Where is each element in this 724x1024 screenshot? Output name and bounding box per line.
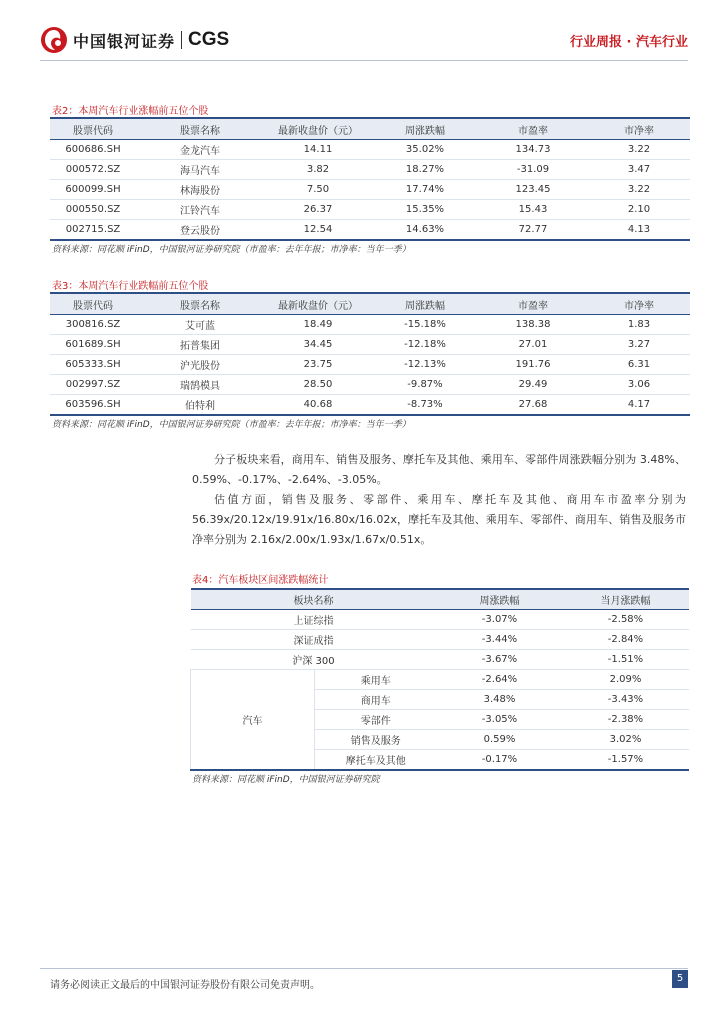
table-cell: 金龙汽车 [136, 140, 264, 160]
page-header [0, 0, 724, 70]
table-cell: 34.45 [264, 335, 372, 355]
table-cell: 林海股份 [136, 180, 264, 200]
sector-performance-paragraph: 分子板块来看，商用车、销售及服务、摩托车及其他、乘用车、零部件周涨跌幅分别为 3.48%、0.59%、-0.17%、-2.64%、-3.05%。 [192, 453, 686, 486]
column-header: 股票名称 [136, 118, 264, 140]
weekly-change: -0.17% [437, 750, 563, 771]
table-row [50, 335, 690, 355]
table-row [50, 375, 690, 395]
table-cell: 海马汽车 [136, 160, 264, 180]
table-cell: 15.35% [372, 200, 478, 220]
index-row [191, 610, 689, 630]
column-header: 最新收盘价（元） [264, 293, 372, 315]
table-cell: -12.13% [372, 355, 478, 375]
logo-chinese-name: 中国银河证券 [73, 31, 176, 51]
table-row [50, 355, 690, 375]
table-cell: 28.50 [264, 375, 372, 395]
footer-divider [40, 968, 688, 969]
weekly-change: -3.07% [437, 610, 563, 630]
table-cell: 27.68 [478, 395, 588, 416]
footer-disclaimer: 请务必阅读正文最后的中国银河证券股份有限公司免责声明。 [50, 980, 320, 991]
table-cell: 江铃汽车 [136, 200, 264, 220]
table-cell: 72.77 [478, 220, 588, 241]
table2-header-row [50, 118, 690, 140]
logo-divider [181, 31, 182, 49]
monthly-change: 2.09% [563, 670, 689, 690]
index-name: 上证综指 [191, 610, 437, 630]
table-cell: 2.10 [588, 200, 690, 220]
table-cell: 3.06 [588, 375, 690, 395]
table2-source: 资料来源：同花顺 iFinD，中国银河证券研究院（市盈率：去年年报；市净率：当年一季） [52, 245, 411, 255]
table-cell: 191.76 [478, 355, 588, 375]
page-number: 5 [672, 970, 688, 988]
column-header: 股票代码 [50, 293, 136, 315]
table-cell: 15.43 [478, 200, 588, 220]
monthly-change: 3.02% [563, 730, 689, 750]
table-cell: 18.49 [264, 315, 372, 335]
monthly-change: -2.38% [563, 710, 689, 730]
table-cell: 3.47 [588, 160, 690, 180]
table-cell: 002715.SZ [50, 220, 136, 241]
table-cell: 000550.SZ [50, 200, 136, 220]
table-cell: 123.45 [478, 180, 588, 200]
table-cell: 300816.SZ [50, 315, 136, 335]
table-cell: 瑞鹄模具 [136, 375, 264, 395]
table-cell: 27.01 [478, 335, 588, 355]
sector-name: 商用车 [315, 690, 437, 710]
weekly-change: -3.05% [437, 710, 563, 730]
table-cell: 4.13 [588, 220, 690, 241]
column-header: 周涨跌幅 [372, 118, 478, 140]
table-cell: -31.09 [478, 160, 588, 180]
table-cell: 1.83 [588, 315, 690, 335]
table-row [50, 160, 690, 180]
table-cell: -15.18% [372, 315, 478, 335]
index-row [191, 630, 689, 650]
sector-name: 乘用车 [315, 670, 437, 690]
table3 [50, 292, 690, 416]
monthly-change: -3.43% [563, 690, 689, 710]
table4-caption: 表4：汽车板块区间涨跌幅统计 [192, 575, 329, 586]
table-row [50, 200, 690, 220]
table3-source: 资料来源：同花顺 iFinD，中国银河证券研究院（市盈率：去年年报；市净率：当年一季） [52, 420, 411, 430]
monthly-change: -1.57% [563, 750, 689, 771]
column-header: 最新收盘价（元） [264, 118, 372, 140]
table-cell: 沪光股份 [136, 355, 264, 375]
weekly-change: -3.44% [437, 630, 563, 650]
table4 [190, 588, 689, 771]
table-cell: 14.11 [264, 140, 372, 160]
column-header: 周涨跌幅 [437, 589, 563, 610]
column-header: 市净率 [588, 293, 690, 315]
column-header: 周涨跌幅 [372, 293, 478, 315]
weekly-change: 3.48% [437, 690, 563, 710]
column-header: 市盈率 [478, 118, 588, 140]
table-cell: -12.18% [372, 335, 478, 355]
table3-header-row [50, 293, 690, 315]
table-cell: 605333.SH [50, 355, 136, 375]
table3-caption: 表3：本周汽车行业跌幅前五位个股 [52, 281, 209, 292]
table-cell: 6.31 [588, 355, 690, 375]
table-cell: 26.37 [264, 200, 372, 220]
sector-name: 销售及服务 [315, 730, 437, 750]
table4-header-row [191, 589, 689, 610]
table-cell: 12.54 [264, 220, 372, 241]
index-row [191, 650, 689, 670]
monthly-change: -2.84% [563, 630, 689, 650]
column-header: 市盈率 [478, 293, 588, 315]
sector-group-label: 汽车 [191, 670, 315, 771]
table-cell: 3.22 [588, 140, 690, 160]
sector-name: 摩托车及其他 [315, 750, 437, 771]
table-row [50, 140, 690, 160]
weekly-change: -2.64% [437, 670, 563, 690]
table-cell: 600099.SH [50, 180, 136, 200]
weekly-change: -3.67% [437, 650, 563, 670]
valuation-paragraph: 估值方面，销售及服务、零部件、乘用车、摩托车及其他、商用车市盈率分别为 56.39x/20.12x/19.91x/16.80x/16.02x，摩托车及其他、乘用车、零部件、商用车、销售及服务市净率分别为 2.16x/2.00x/1.93x/1.67x/0.51x。 [192, 493, 686, 546]
table-cell: -8.73% [372, 395, 478, 416]
sector-row [191, 670, 689, 690]
index-name: 深证成指 [191, 630, 437, 650]
table-row [50, 315, 690, 335]
table4-source: 资料来源：同花顺 iFinD，中国银河证券研究院 [192, 775, 380, 785]
table-cell: 601689.SH [50, 335, 136, 355]
report-type: 行业周报 · 汽车行业 [570, 35, 688, 50]
table-cell: 伯特利 [136, 395, 264, 416]
table-cell: 23.75 [264, 355, 372, 375]
table-cell: 35.02% [372, 140, 478, 160]
company-logo [40, 26, 229, 54]
table-cell: 7.50 [264, 180, 372, 200]
table-cell: 拓普集团 [136, 335, 264, 355]
monthly-change: -1.51% [563, 650, 689, 670]
table-row [50, 220, 690, 241]
column-header: 股票名称 [136, 293, 264, 315]
table-cell: -9.87% [372, 375, 478, 395]
cgs-logo-icon [40, 26, 68, 54]
table-cell: 002997.SZ [50, 375, 136, 395]
column-header: 板块名称 [191, 589, 437, 610]
table-cell: 138.38 [478, 315, 588, 335]
table-cell: 000572.SZ [50, 160, 136, 180]
monthly-change: -2.58% [563, 610, 689, 630]
table-cell: 600686.SH [50, 140, 136, 160]
column-header: 市净率 [588, 118, 690, 140]
header-divider [40, 60, 688, 61]
column-header: 股票代码 [50, 118, 136, 140]
table-cell: 3.27 [588, 335, 690, 355]
table-cell: 603596.SH [50, 395, 136, 416]
table-cell: 3.82 [264, 160, 372, 180]
column-header: 当月涨跌幅 [563, 589, 689, 610]
table-cell: 14.63% [372, 220, 478, 241]
weekly-change: 0.59% [437, 730, 563, 750]
table-row [50, 180, 690, 200]
table-cell: 艾可蓝 [136, 315, 264, 335]
table-cell: 4.17 [588, 395, 690, 416]
table2-caption: 表2：本周汽车行业涨幅前五位个股 [52, 106, 209, 117]
table-cell: 17.74% [372, 180, 478, 200]
table-row [50, 395, 690, 416]
table-cell: 29.49 [478, 375, 588, 395]
table-cell: 18.27% [372, 160, 478, 180]
table-cell: 134.73 [478, 140, 588, 160]
index-name: 沪深 300 [191, 650, 437, 670]
table2 [50, 117, 690, 241]
table-cell: 3.22 [588, 180, 690, 200]
table-cell: 登云股份 [136, 220, 264, 241]
table-cell: 40.68 [264, 395, 372, 416]
logo-english-name: CGS [188, 29, 230, 50]
sector-name: 零部件 [315, 710, 437, 730]
